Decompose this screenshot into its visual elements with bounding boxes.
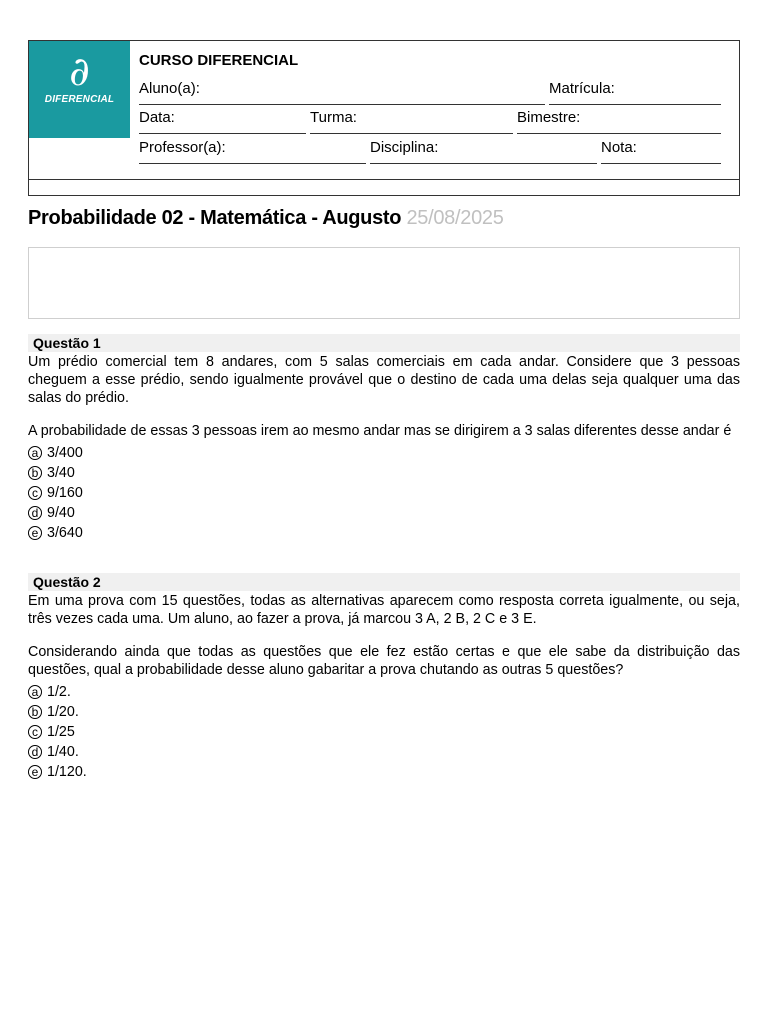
teacher-field[interactable] bbox=[139, 139, 366, 164]
logo bbox=[29, 41, 130, 138]
student-name-field[interactable] bbox=[139, 80, 545, 105]
option-letter-circle: c bbox=[28, 725, 42, 739]
option-letter-circle: b bbox=[28, 705, 42, 719]
question-text: Um prédio comercial tem 8 andares, com 5 salas comerciais em cada andar. Considere que 3 pessoas cheguem a esse prédio, sendo igualmente provável que o destino de cada uma delas seja qualquer uma das salas do prédio. bbox=[28, 354, 740, 406]
subject-field[interactable] bbox=[370, 139, 597, 164]
option-letter-circle: c bbox=[28, 486, 42, 500]
option-a[interactable] bbox=[28, 443, 740, 463]
option-letter-circle: e bbox=[28, 526, 42, 540]
question-label: Questão 2 bbox=[28, 573, 740, 591]
option-text: 3/400 bbox=[47, 445, 83, 461]
option-text: 3/640 bbox=[47, 525, 83, 541]
date-field[interactable] bbox=[139, 109, 306, 134]
option-list bbox=[28, 443, 740, 543]
class-label: Turma: bbox=[310, 109, 357, 126]
term-field[interactable] bbox=[517, 109, 721, 134]
term-label: Bimestre: bbox=[517, 109, 581, 126]
title-text: Probabilidade 02 - Matemática - Augusto bbox=[28, 207, 402, 229]
option-a[interactable] bbox=[28, 682, 740, 702]
option-letter-circle: d bbox=[28, 745, 42, 759]
grade-field[interactable] bbox=[601, 139, 721, 164]
header-divider bbox=[29, 179, 739, 180]
option-d[interactable] bbox=[28, 742, 740, 762]
option-text: 1/40. bbox=[47, 744, 79, 760]
option-letter-circle: a bbox=[28, 685, 42, 699]
option-letter-circle: b bbox=[28, 466, 42, 480]
option-text: 1/2. bbox=[47, 684, 71, 700]
question-prompt: A probabilidade de essas 3 pessoas irem ao mesmo andar mas se dirigirem a 3 salas diferentes desse andar é bbox=[28, 423, 732, 439]
header-box bbox=[28, 40, 740, 196]
partial-derivative-icon: ∂ bbox=[69, 49, 90, 95]
option-b[interactable] bbox=[28, 702, 740, 722]
question-prompt: Considerando ainda que todas as questões que ele fez estão certas e que ele sabe da distribuição das questões, qual a probabilidade desse aluno gabaritar a prova chutando as outras 5 questões? bbox=[28, 644, 740, 678]
question-text: Em uma prova com 15 questões, todas as alternativas aparecem como resposta correta igualmente, ou seja, três vezes cada uma. Um aluno, ao fazer a prova, já marcou 3 A, 2 B, 2 C e 3 E. bbox=[28, 593, 740, 627]
option-text: 1/20. bbox=[47, 704, 79, 720]
teacher-label: Professor(a): bbox=[139, 139, 226, 156]
student-name-label: Aluno(a): bbox=[139, 80, 200, 97]
question-label: Questão 1 bbox=[28, 334, 740, 352]
question-1 bbox=[28, 334, 740, 543]
grade-label: Nota: bbox=[601, 139, 637, 156]
option-letter-circle: a bbox=[28, 446, 42, 460]
page-title bbox=[28, 207, 504, 230]
option-text: 1/120. bbox=[47, 764, 87, 780]
option-e[interactable] bbox=[28, 523, 740, 543]
option-text: 9/160 bbox=[47, 485, 83, 501]
option-d[interactable] bbox=[28, 503, 740, 523]
option-b[interactable] bbox=[28, 463, 740, 483]
option-list bbox=[28, 682, 740, 782]
subject-label: Disciplina: bbox=[370, 139, 439, 156]
instructions-box bbox=[28, 247, 740, 319]
class-field[interactable] bbox=[310, 109, 513, 134]
option-c[interactable] bbox=[28, 483, 740, 503]
option-letter-circle: e bbox=[28, 765, 42, 779]
option-text: 9/40 bbox=[47, 505, 75, 521]
option-text: 1/25 bbox=[47, 724, 75, 740]
option-text: 3/40 bbox=[47, 465, 75, 481]
question-2 bbox=[28, 573, 740, 782]
option-c[interactable] bbox=[28, 722, 740, 742]
title-date: 25/08/2025 bbox=[406, 207, 504, 229]
school-name: CURSO DIFERENCIAL bbox=[139, 52, 299, 69]
date-label: Data: bbox=[139, 109, 175, 126]
registration-label: Matrícula: bbox=[549, 80, 615, 97]
option-letter-circle: d bbox=[28, 506, 42, 520]
logo-text: DIFERENCIAL bbox=[44, 94, 115, 105]
registration-field[interactable] bbox=[549, 80, 721, 105]
option-e[interactable] bbox=[28, 762, 740, 782]
